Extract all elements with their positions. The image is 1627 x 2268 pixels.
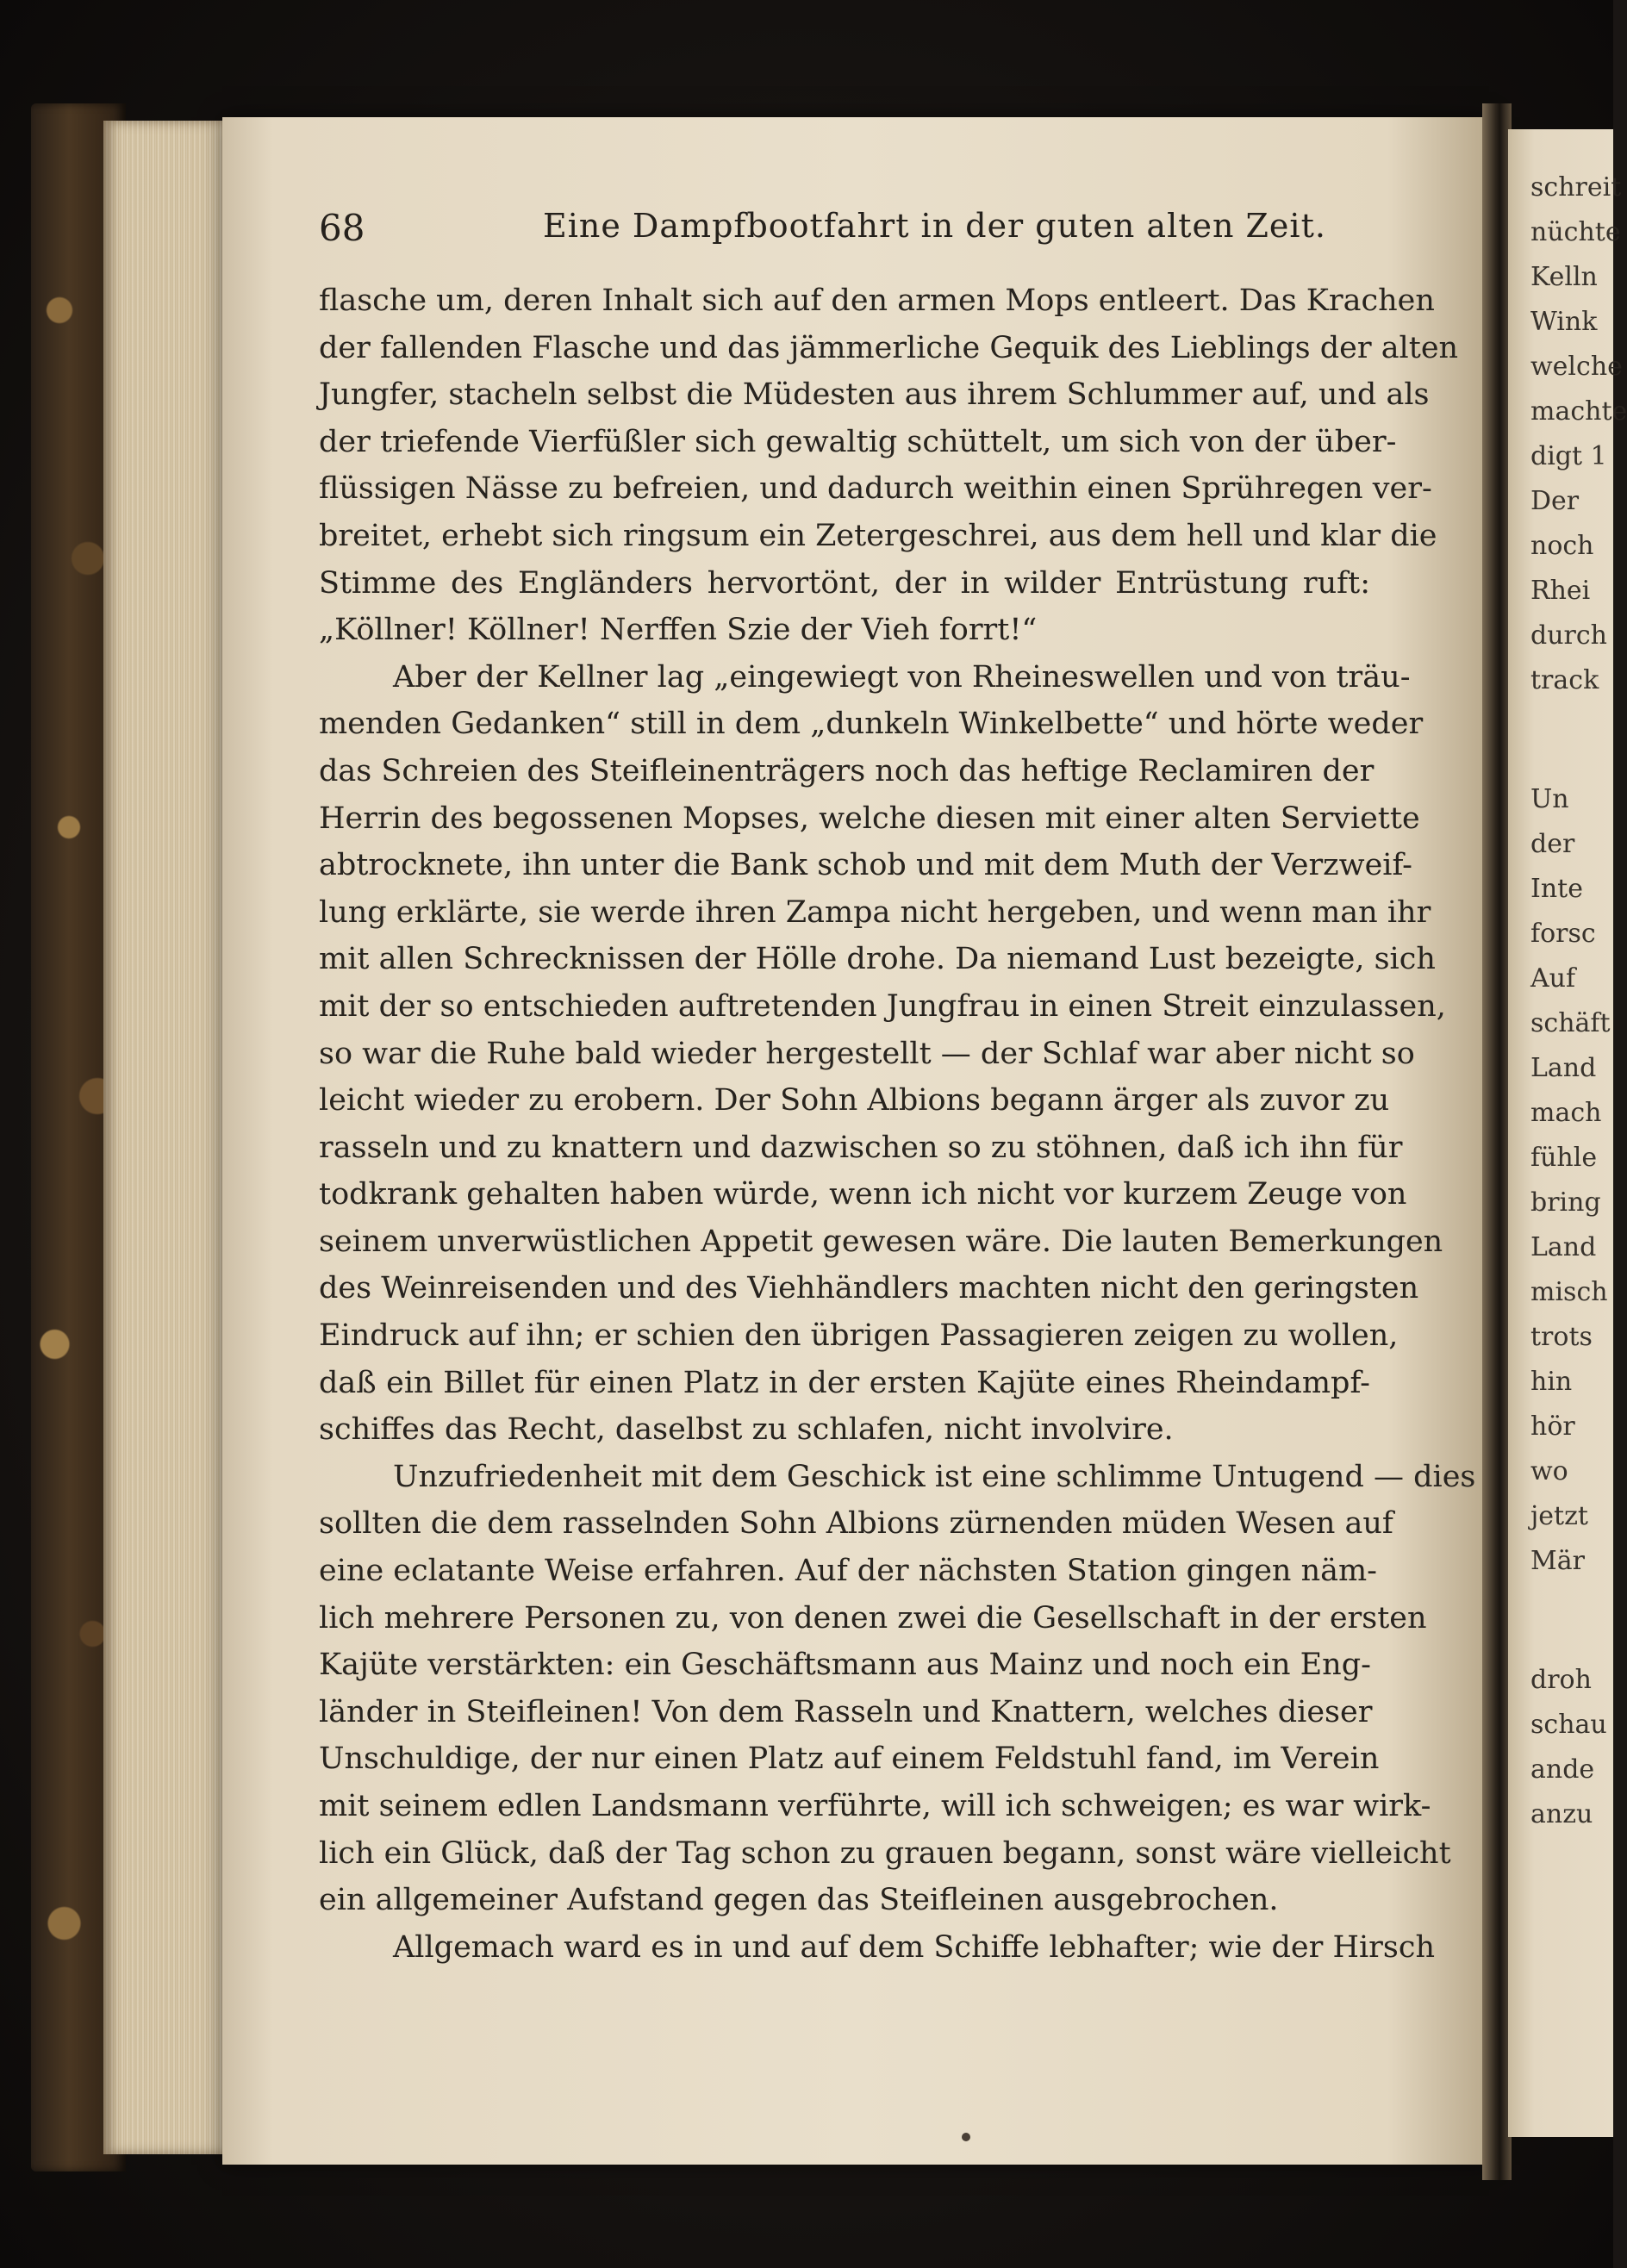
facing-page-fragment: ande xyxy=(1530,1754,1595,1785)
facing-page-fragment: digt 1 xyxy=(1530,441,1607,471)
facing-page-fragment: noch xyxy=(1530,531,1594,561)
text-line: mit allen Schrecknissen der Hölle drohe. Da niemand Lust bezeigte, sich xyxy=(319,942,1436,977)
text-line: das Schreien des Steifleinenträgers noch das heftige Reclamiren der xyxy=(319,753,1375,788)
text-line: Stimme des Engländers hervortönt, der in wilder Entrüstung ruft: xyxy=(319,565,1370,601)
text-line: so war die Ruhe bald wieder hergestellt — der Schlaf war aber nicht so xyxy=(319,1036,1415,1071)
facing-page-fragment: nüchte xyxy=(1530,217,1621,247)
facing-page-fragment: Rhei xyxy=(1530,576,1591,606)
body-text xyxy=(319,277,1476,1971)
facing-page-fragment: hör xyxy=(1530,1411,1575,1442)
text-line: leicht wieder zu erobern. Der Sohn Albions begann ärger als zuvor zu xyxy=(319,1083,1390,1118)
facing-page-fragment: forsc xyxy=(1530,919,1596,949)
facing-page-fragment: droh xyxy=(1530,1665,1592,1695)
text-line: Jungfer, stacheln selbst die Müdesten aus ihrem Schlummer auf, und als xyxy=(319,377,1430,413)
facing-page-fragment: Kelln xyxy=(1530,262,1598,292)
text-line: eine eclatante Weise erfahren. Auf der nächsten Station gingen näm- xyxy=(319,1554,1377,1589)
page-number: 68 xyxy=(319,207,365,249)
text-line: „Köllner! Köllner! Nerffen Szie der Vieh forrt!“ xyxy=(319,613,1038,648)
text-line: mit der so entschieden auftretenden Jungfrau in einen Streit einzulassen, xyxy=(319,988,1446,1024)
text-line: flüssigen Nässe zu befreien, und dadurch weithin einen Sprühregen ver- xyxy=(319,471,1432,507)
text-line: Aber der Kellner lag „eingewiegt von Rheineswellen und von träu- xyxy=(393,659,1411,695)
facing-page-fragment: Der xyxy=(1530,486,1580,516)
text-line: Unschuldige, der nur einen Platz auf einem Feldstuhl fand, im Verein xyxy=(319,1742,1380,1777)
facing-page-fragment: trots xyxy=(1530,1322,1593,1352)
text-line: lung erklärte, sie werde ihren Zampa nicht hergeben, und wenn man ihr xyxy=(319,894,1431,930)
facing-page-fragment: Wink xyxy=(1530,307,1598,337)
facing-page-fragment: Mär xyxy=(1530,1546,1585,1576)
text-line: seinem unverwüstlichen Appetit gewesen wäre. Die lauten Bemerkungen xyxy=(319,1224,1443,1259)
print-dot xyxy=(962,2133,970,2141)
text-line: flasche um, deren Inhalt sich auf den armen Mops entleert. Das Krachen xyxy=(319,284,1435,318)
facing-page-fragment: wo xyxy=(1530,1456,1568,1486)
text-line: Unzufriedenheit mit dem Geschick ist eine schlimme Untugend — dies xyxy=(393,1459,1476,1494)
facing-page-fragment: hin xyxy=(1530,1367,1573,1397)
text-line: Eindruck auf ihn; er schien den übrigen Passagieren zeigen zu wollen, xyxy=(319,1318,1399,1354)
text-line: lich ein Glück, daß der Tag schon zu grauen begann, sonst wäre vielleicht xyxy=(319,1835,1451,1871)
facing-page-fragment: Land xyxy=(1530,1053,1597,1083)
text-line: der triefende Vierfüßler sich gewaltig schüttelt, um sich von der über- xyxy=(319,424,1397,459)
text-line: Allgemach ward es in und auf dem Schiffe lebhafter; wie der Hirsch xyxy=(393,1929,1436,1965)
facing-page-fragment: misch xyxy=(1530,1277,1608,1307)
facing-page-fragment: durch xyxy=(1530,620,1607,651)
facing-page-fragment: Auf xyxy=(1530,963,1576,994)
facing-page-fragment: anzu xyxy=(1530,1799,1593,1829)
text-line: des Weinreisenden und des Viehhändlers machten nicht den geringsten xyxy=(319,1271,1419,1306)
page-edges xyxy=(103,121,233,2154)
facing-page-fragment: schreit xyxy=(1530,172,1622,202)
text-line: sollten die dem rasselnden Sohn Albions zürnenden müden Wesen auf xyxy=(319,1506,1393,1542)
running-head-title: Eine Dampfbootfahrt in der guten alten Zeit. xyxy=(543,207,1326,245)
facing-page xyxy=(1508,129,1627,2137)
facing-page-fragment: mach xyxy=(1530,1098,1602,1128)
text-line: mit seinem edlen Landsmann verführte, will ich schweigen; es war wirk- xyxy=(319,1789,1431,1823)
facing-page-fragment: fühle xyxy=(1530,1143,1598,1173)
book-gutter xyxy=(1482,103,1512,2180)
facing-page-fragment: welche xyxy=(1530,352,1623,382)
text-line: lich mehrere Personen zu, von denen zwei die Gesellschaft in der ersten xyxy=(319,1600,1427,1636)
text-line: breitet, erhebt sich ringsum ein Zetergeschrei, aus dem hell und klar die xyxy=(319,518,1437,553)
facing-page-fragment: bring xyxy=(1530,1187,1601,1218)
facing-page-fragment: jetzt xyxy=(1530,1501,1588,1531)
facing-page-fragment: der xyxy=(1530,829,1575,859)
running-head xyxy=(319,207,1379,255)
text-line: daß ein Billet für einen Platz in der ersten Kajüte eines Rheindampf- xyxy=(319,1365,1370,1400)
text-line: ein allgemeiner Aufstand gegen das Steifleinen ausgebrochen. xyxy=(319,1883,1279,1918)
text-line: rasseln und zu knattern und dazwischen so zu stöhnen, daß ich ihn für xyxy=(319,1130,1403,1165)
facing-page-fragment: schau xyxy=(1530,1710,1607,1740)
facing-page-fragment: schäft xyxy=(1530,1008,1611,1038)
text-line: Kajüte verstärkten: ein Geschäftsmann aus Mainz und noch ein Eng- xyxy=(319,1648,1371,1683)
text-line: abtrocknete, ihn unter die Bank schob und mit dem Muth der Verzweif- xyxy=(319,848,1413,883)
text-line: länder in Steifleinen! Von dem Rasseln und Knattern, welches dieser xyxy=(319,1694,1373,1729)
text-line: todkrank gehalten haben würde, wenn ich nicht vor kurzem Zeuge von xyxy=(319,1177,1407,1212)
facing-page-fragment: Land xyxy=(1530,1232,1597,1262)
text-line: menden Gedanken“ still in dem „dunkeln Winkelbette“ und hörte weder xyxy=(319,707,1424,742)
text-line: schiffes das Recht, daselbst zu schlafen, nicht involvire. xyxy=(319,1412,1174,1448)
facing-page-fragment: machte xyxy=(1530,396,1627,427)
facing-page-fragment: Un xyxy=(1530,784,1569,814)
facing-page-fragment: Inte xyxy=(1530,874,1583,904)
text-line: der fallenden Flasche und das jämmerliche Gequik des Lieblings der alten xyxy=(319,330,1459,365)
text-line: Herrin des begossenen Mopses, welche diesen mit einer alten Serviette xyxy=(319,801,1420,836)
facing-page-fragment: track xyxy=(1530,665,1599,695)
